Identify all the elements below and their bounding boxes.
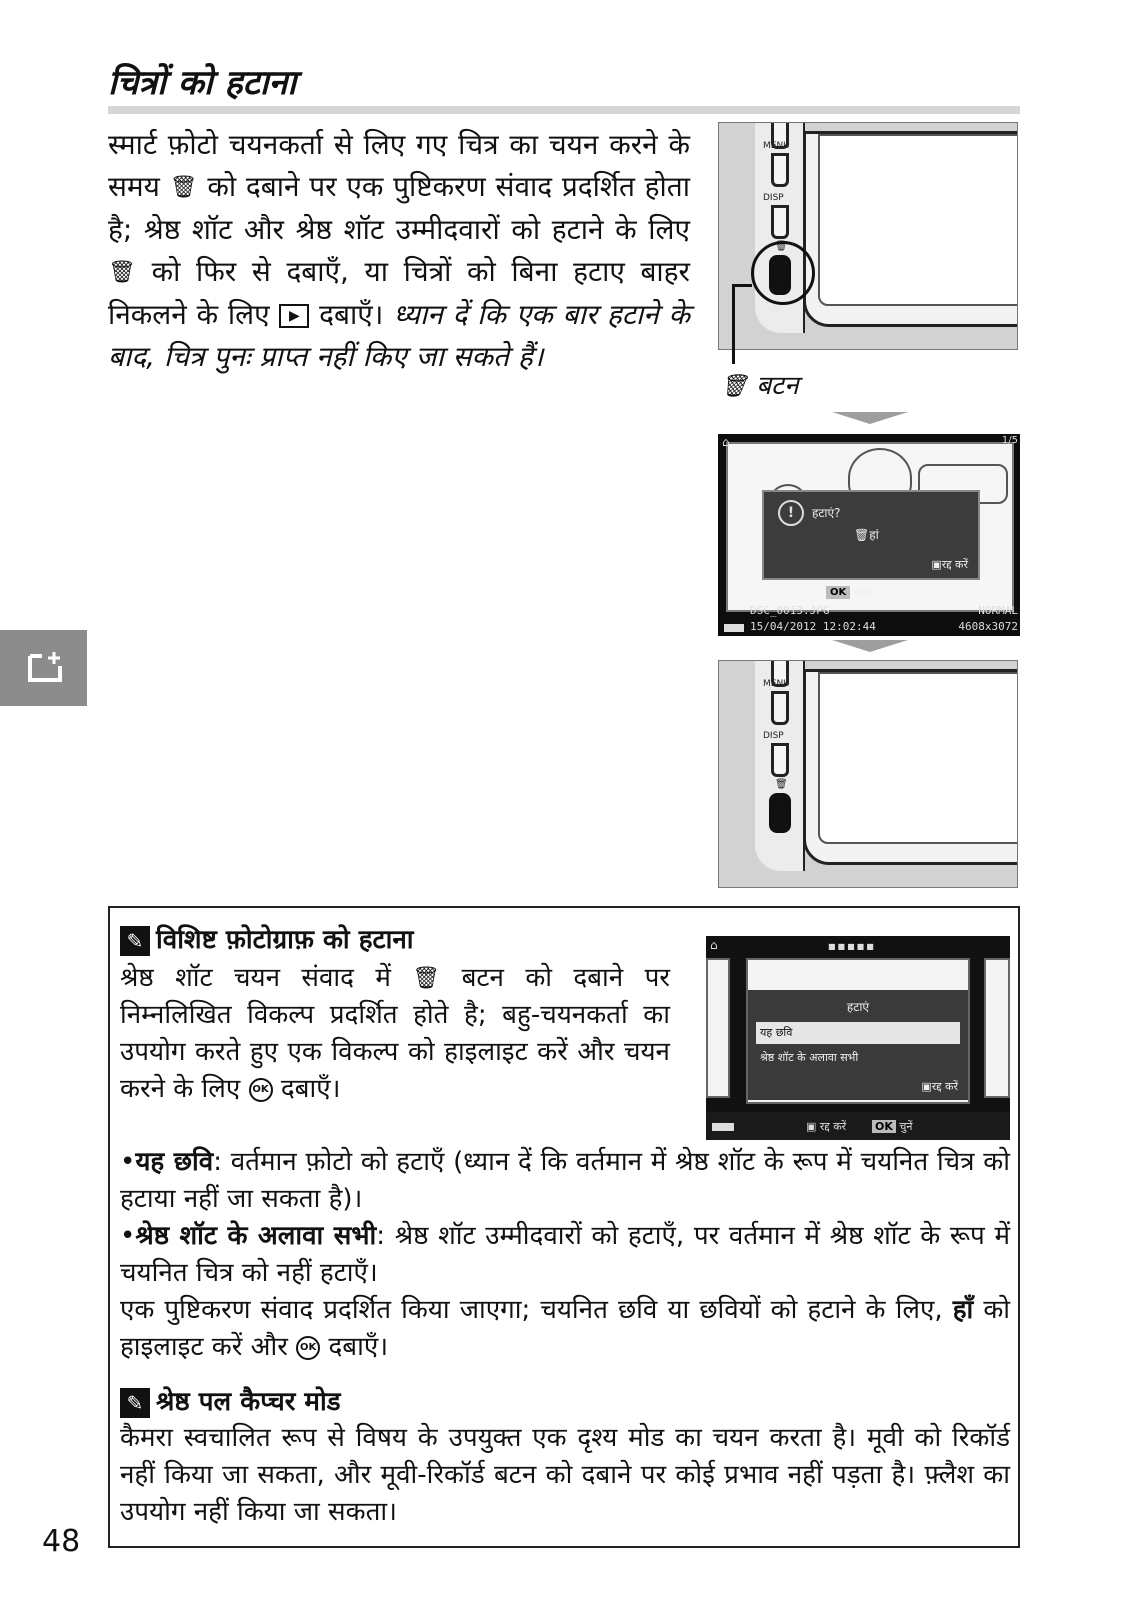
bottom-ok-hint: OK चुनें bbox=[872, 1119, 912, 1134]
ok-chip: OK bbox=[826, 586, 850, 599]
disp-label: DISP bbox=[763, 731, 784, 741]
warning-icon: ! bbox=[778, 500, 804, 526]
ok-chip-label: दृश्य bbox=[854, 588, 870, 599]
highlight-circle bbox=[751, 241, 815, 305]
ok-button-icon: OK bbox=[249, 1078, 273, 1102]
trash-icon: 🗑 bbox=[720, 374, 748, 399]
section-tab bbox=[0, 630, 87, 706]
play-button-icon: ▶ bbox=[279, 304, 309, 328]
menu-label: MENU bbox=[763, 679, 790, 689]
intro-text-3: को फिर से दबाएँ, या चित्रों को बिना हटाए बाहर निकलने के लिए bbox=[108, 255, 691, 331]
intro-note: ध्यान दें कि एक बार हटाने के बाद, चित्र पुनः प्राप्त नहीं किए जा सकते हैं। bbox=[108, 298, 690, 373]
play-button-icon: ▣ bbox=[921, 1080, 932, 1093]
dialog-title: हटाएं? bbox=[812, 506, 841, 520]
best-shot-delete-menu-screen bbox=[706, 936, 1010, 1140]
menu-cancel-option[interactable]: ▣रद्द करें bbox=[921, 1080, 958, 1093]
disp-label: DISP bbox=[763, 193, 784, 203]
trash-icon: 🗑 bbox=[775, 779, 788, 790]
frame-counter: 1/5 bbox=[1001, 435, 1018, 446]
best-moment-tab-icon bbox=[0, 630, 87, 706]
battery-icon bbox=[712, 1123, 734, 1131]
tip-paragraph-1: श्रेष्ठ शॉट चयन संवाद में 🗑 बटन को दबाने पर निम्नलिखित विकल्प प्रदर्शित होते है; बहु-चयनकर्ता का उपयोग करते हुए एक विकल्प को हाइलाइट करें और चयन करने के लिए OK दबाएँ। bbox=[120, 960, 670, 1108]
intro-text-2: को दबाने पर एक पुष्टिकरण संवाद प्रदर्शित होता है; श्रेष्ठ शॉट और श्रेष्ठ शॉट उम्मीदवारों को हटाने के लिए bbox=[108, 170, 691, 246]
image-quality: NORMAL bbox=[978, 604, 1018, 617]
pencil-note-icon: ✎ bbox=[120, 1388, 150, 1418]
delete-dialog bbox=[762, 490, 980, 580]
flow-arrow bbox=[832, 412, 908, 424]
menu-title: हटाएं bbox=[846, 1000, 870, 1014]
disp-button bbox=[771, 205, 789, 239]
date-time: 15/04/2012 12:02:44 bbox=[750, 620, 876, 633]
lcd-delete-confirm-screen bbox=[718, 434, 1020, 636]
trash-icon: 🗑 bbox=[775, 241, 788, 252]
trash-icon: 🗑 bbox=[412, 966, 441, 991]
menu-bottom-bar bbox=[706, 1112, 1010, 1140]
title-divider bbox=[108, 106, 1020, 114]
bottom-cancel-hint: ▣ रद्द करें bbox=[806, 1120, 847, 1133]
camera-monitor bbox=[803, 669, 1018, 865]
tip-bullet-1: •यह छवि: वर्तमान फ़ोटो को हटाएँ (ध्यान दें कि वर्तमान में श्रेष्ठ शॉट के रूप में चयनित चित्र को हटाया नहीं जा सकता है)। bbox=[120, 1147, 1010, 1214]
menu-button bbox=[771, 691, 789, 725]
tip-bullet-2: •श्रेष्ठ शॉट के अलावा सभी: श्रेष्ठ शॉट उम्मीदवारों को हटाएँ, पर वर्तमान में श्रेष्ठ शॉट के रूप में चयनित चित्र को नहीं हटाएँ। bbox=[120, 1221, 1011, 1288]
camera-monitor bbox=[803, 131, 1018, 327]
menu-item-all-but-best[interactable]: श्रेष्ठ शॉट के अलावा सभी bbox=[760, 1051, 859, 1064]
camera-back-illustration-2 bbox=[718, 660, 1018, 888]
image-size: 4608x3072 bbox=[958, 620, 1018, 633]
trash-icon: 🗑 bbox=[108, 260, 136, 285]
battery-icon bbox=[724, 624, 744, 632]
callout-line bbox=[732, 284, 752, 287]
page-dots: ■■■■■ bbox=[828, 942, 876, 951]
photo-thumbnail bbox=[706, 958, 730, 1098]
menu-item-this-image[interactable]: यह छवि bbox=[756, 1022, 960, 1044]
intro-text-4: दबाएँ। bbox=[319, 298, 384, 331]
ok-button-icon: OK bbox=[296, 1336, 320, 1360]
mode-icon: ⌂ bbox=[722, 435, 730, 449]
camera-back-illustration-1 bbox=[718, 122, 1018, 350]
flow-arrow bbox=[832, 640, 908, 652]
delete-menu-dialog bbox=[748, 990, 968, 1100]
trash-icon: 🗑 bbox=[854, 528, 870, 542]
trash-icon: 🗑 bbox=[169, 175, 198, 200]
dialog-cancel-option[interactable]: ▣रद्द करें bbox=[931, 558, 968, 571]
tip-heading-delete-specific: ✎ विशिष्ट फ़ोटोग्राफ़ को हटाना bbox=[120, 920, 414, 956]
menu-label: MENU bbox=[763, 141, 790, 151]
intro-text-1: स्मार्ट फ़ोटो चयनकर्ता से लिए गए चित्र का चयन करने के समय bbox=[108, 128, 690, 203]
callout-line bbox=[732, 284, 735, 364]
tip-paragraph-2: कैमरा स्वचालित रूप से विषय के उपयुक्त एक दृश्य मोड का चयन करता है। मूवी को रिकॉर्ड नहीं किया जा सकता, और मूवी-रिकॉर्ड बटन को दबाने पर कोई प्रभाव नहीं पड़ता है। फ़्लैश का उपयोग नहीं किया जा सकता। bbox=[120, 1423, 1010, 1527]
tip-heading-best-moment: ✎ श्रेष्ठ पल कैप्चर मोड bbox=[120, 1382, 341, 1418]
play-button-icon: ▣ bbox=[931, 558, 942, 571]
page-number: 48 bbox=[42, 1524, 81, 1559]
photo-thumbnail bbox=[984, 958, 1010, 1098]
intro-paragraph bbox=[108, 124, 690, 378]
delete-button bbox=[769, 793, 791, 833]
page-title: चित्रों को हटाना bbox=[108, 63, 297, 103]
dialog-yes-option[interactable]: 🗑हां bbox=[854, 528, 879, 542]
tip-confirm-paragraph: एक पुष्टिकरण संवाद प्रदर्शित किया जाएगा; चयनित छवि या छवियों को हटाने के लिए, हाँ को हाइलाइट करें और OK दबाएँ। bbox=[120, 1295, 1011, 1362]
menu-button bbox=[771, 153, 789, 187]
disp-button bbox=[771, 743, 789, 777]
mode-icon: ⌂ bbox=[710, 938, 718, 952]
pencil-note-icon: ✎ bbox=[120, 926, 150, 956]
file-name: DSC_0013.JPG bbox=[750, 604, 830, 617]
callout-label: 🗑 बटन bbox=[720, 371, 799, 401]
